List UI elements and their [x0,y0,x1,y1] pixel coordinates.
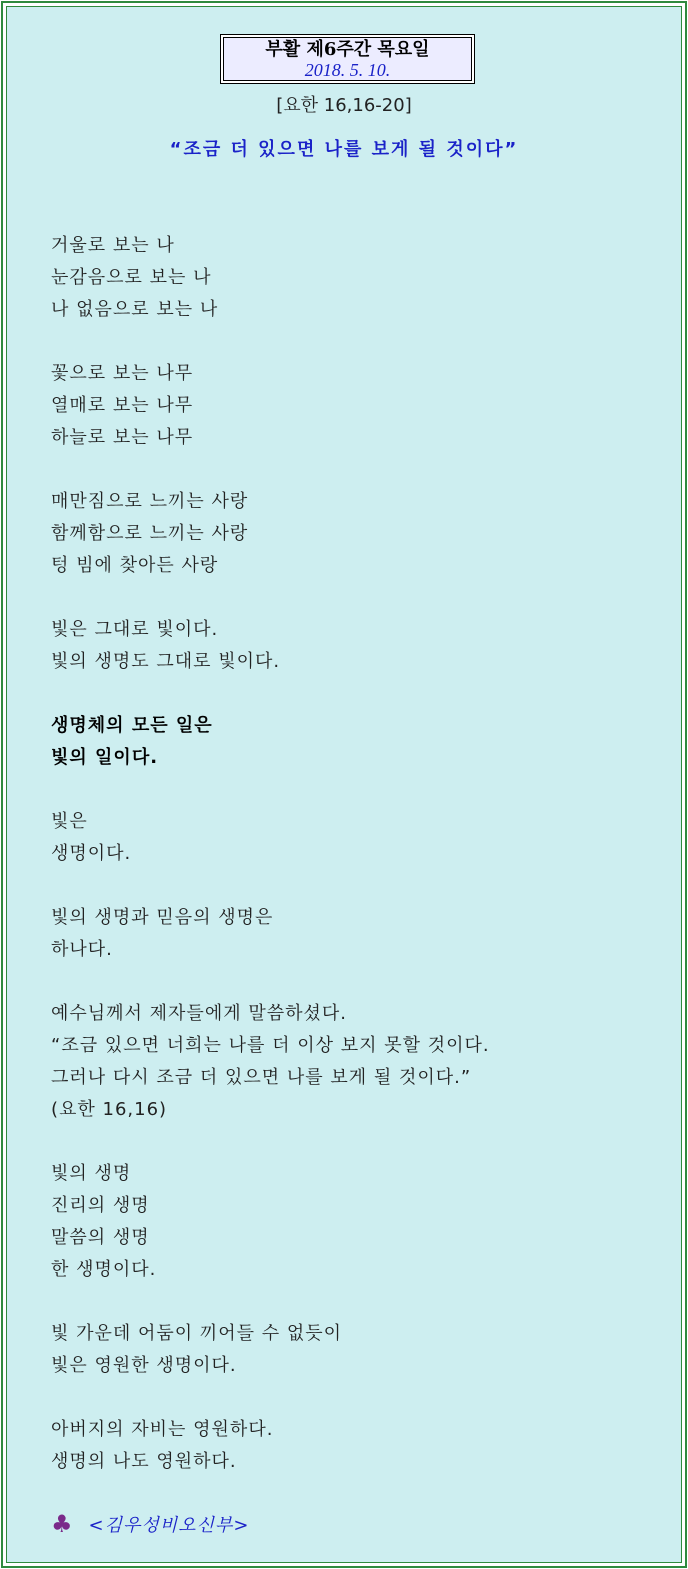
poem-stanza-gap [51,1286,651,1318]
headline-quote: “조금 더 있으면 나를 보게 될 것이다” [169,139,519,160]
poem-line: 빛의 생명과 믿음의 생명은 [51,907,274,928]
title-box [220,34,475,84]
poem-line: 생명이다. [51,843,132,864]
poem-line: 진리의 생명 [51,1195,150,1216]
poem-line: 생명의 나도 영원하다. [51,1451,237,1472]
poem-stanza-gap [51,870,651,902]
poem-line: 매만짐으로 느끼는 사랑 [51,491,249,512]
page-date: 2018. 5. 10. [304,60,391,80]
scripture-reference: [요한 16,16-20] [276,95,412,116]
poem-line: “조금 있으면 너희는 나를 더 이상 보지 못할 것이다. [51,1035,490,1056]
poem-line: 예수님께서 제자들에게 말씀하셨다. [51,1003,347,1024]
poem-stanza-gap [51,1382,651,1414]
page-title: 부활 제6주간 목요일 [265,39,430,60]
content-panel [6,6,682,1563]
poem-line: 하나다. [51,939,113,960]
signature [51,1510,249,1538]
poem-line: 나 없음으로 보는 나 [51,299,219,320]
poem-stanza-gap [51,966,651,998]
poem-stanza-gap [51,1126,651,1158]
poem-stanza-gap [51,326,651,358]
poem-line: 빛은 그대로 빛이다. [51,619,219,640]
poem-line: 아버지의 자비는 영원하다. [51,1419,274,1440]
poem-line: 눈감음으로 보는 나 [51,267,212,288]
poem-stanza-gap [51,774,651,806]
poem-line: 함께함으로 느끼는 사랑 [51,523,249,544]
poem-stanza-gap [51,582,651,614]
poem-line: 빛의 생명도 그대로 빛이다. [51,651,281,672]
poem-line: 한 생명이다. [51,1259,157,1280]
poem-line: 텅 빔에 찾아든 사랑 [51,555,219,576]
author-name: <김우성비오신부> [88,1515,250,1536]
poem-line: 말씀의 생명 [51,1227,150,1248]
poem-line: 생명체의 모든 일은 [51,715,213,736]
poem-line: 꽃으로 보는 나무 [51,363,194,384]
poem-line: 빛은 영원한 생명이다. [51,1355,237,1376]
page-frame [1,1,687,1568]
poem-body [51,230,651,1478]
poem-line: 하늘로 보는 나무 [51,427,194,448]
poem-stanza-gap [51,454,651,486]
title-box-inner [223,37,472,81]
poem-line: 열매로 보는 나무 [51,395,194,416]
poem-stanza-gap [51,678,651,710]
poem-line: 빛은 [51,811,88,832]
poem-line: 빛 가운데 어둠이 끼어들 수 없듯이 [51,1323,343,1344]
poem-line: 그러나 다시 조금 더 있으면 나를 보게 될 것이다.” [51,1067,472,1088]
poem-line: 빛의 일이다. [51,747,159,768]
poem-line: 빛의 생명 [51,1163,132,1184]
poem-line: 거울로 보는 나 [51,235,175,256]
club-icon: ♣ [51,1510,73,1538]
poem-line: (요한 16,16) [51,1099,168,1120]
